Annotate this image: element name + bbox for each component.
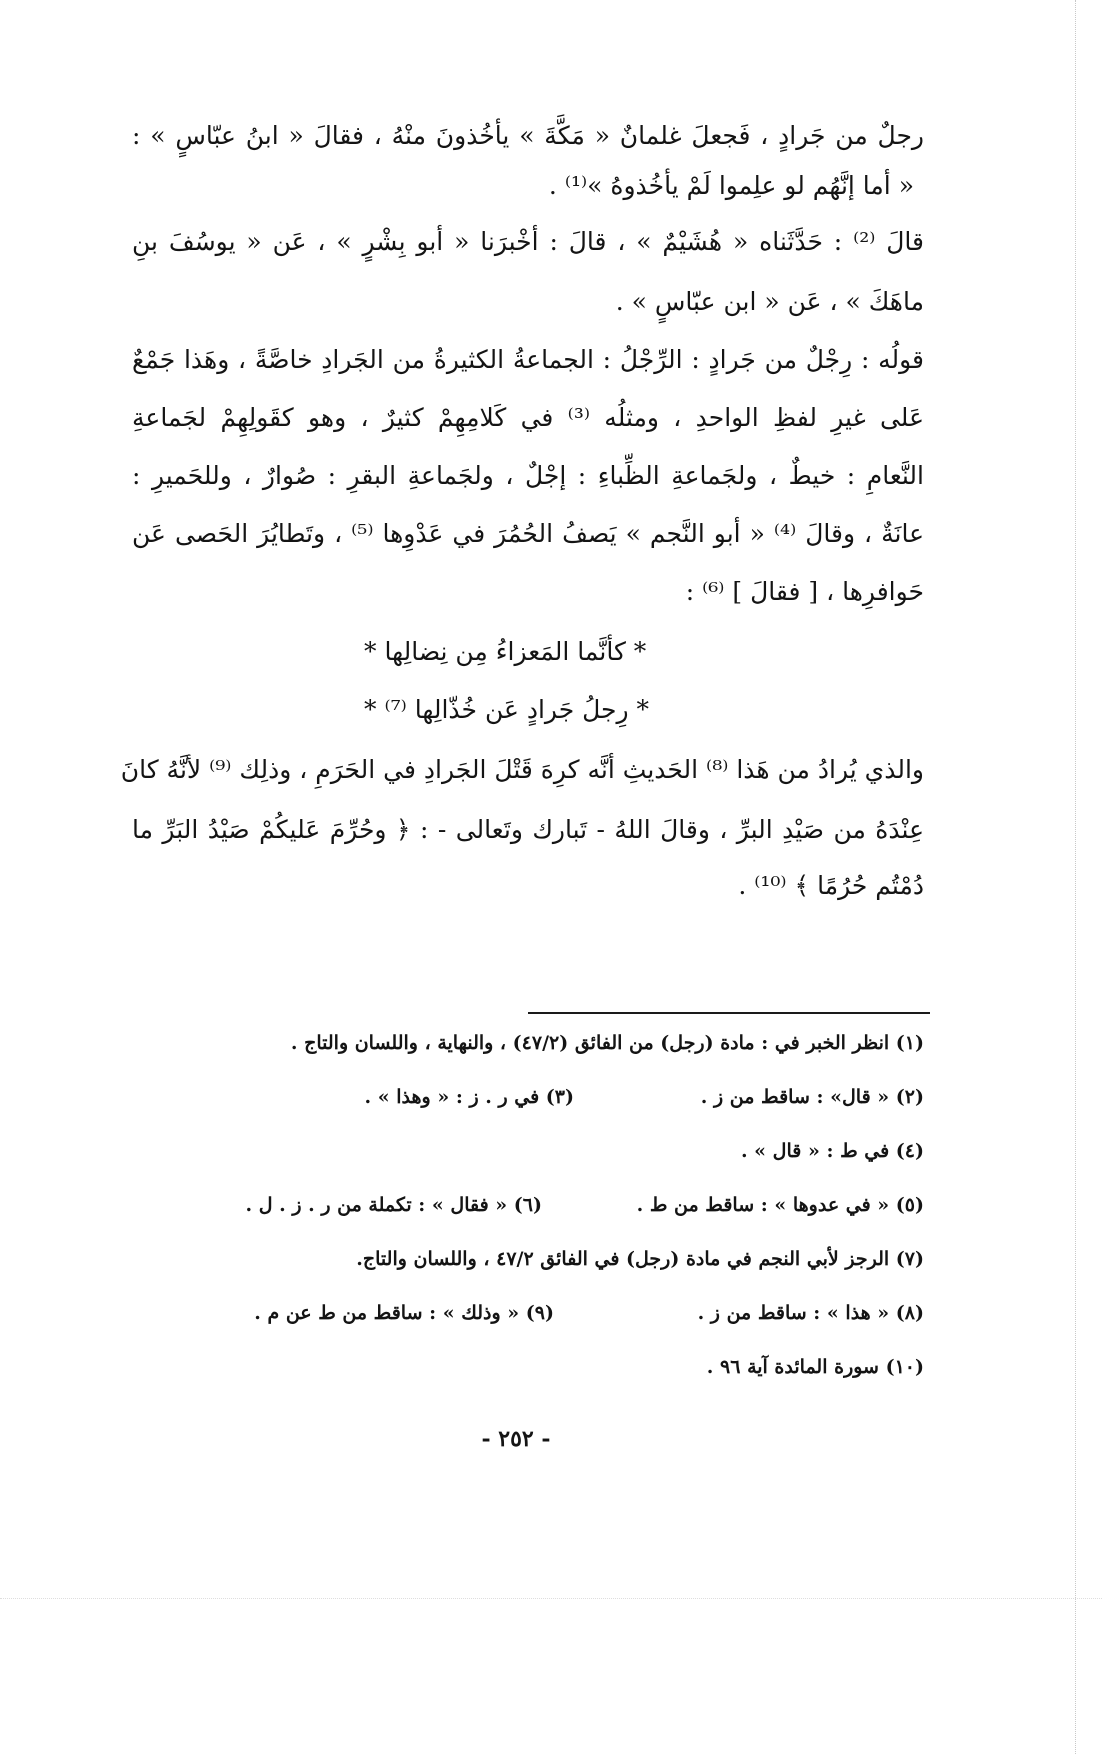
footnote-8: (٨) « هذا » : ساقط من ز . — [697, 1302, 924, 1324]
text-line-3: قالَ ⁽²⁾ : حَدَّثَناه « هُشَيْمٌ » ، قالَ : أخْبرَنا « أبو بِشْرٍ » ، عَن « يوسُفَ بنِ — [132, 227, 924, 256]
footnote-4: (٤) في ط : « قال » . — [740, 1140, 924, 1162]
text-line-4: ماهَكَ » ، عَن « ابن عبّاسٍ » . — [615, 287, 924, 316]
text-line-8: عانَةٌ ، وقالَ ⁽⁴⁾ « أبو النَّجم » يَصفُ الحُمُرَ في عَدْوِها ⁽⁵⁾ ، وتَطايُرَ الحَصى عَن — [132, 519, 924, 548]
footnote-9: (٩) « وذلك » : ساقط من ط عن م . — [254, 1302, 554, 1324]
text-line-9: حَوافرِها ، [ فقالَ ] ⁽⁶⁾ : — [685, 577, 924, 606]
scan-edge-line — [1075, 0, 1076, 1754]
text-line-10: والذي يُرادُ من هَذا ⁽⁸⁾ الحَديثِ أنَّه كرِهَ قَتْلَ الجَرادِ في الحَرَمِ ، وذلِك ⁽⁹⁾ لأنَّهُ كانَ — [120, 755, 924, 784]
text-line-6: عَلى غيرِ لفظِ الواحدِ ، ومثلُه ⁽³⁾ في كَلامِهِمْ كثيرٌ ، وهو كقَولِهِمْ لجَماعةِ — [132, 403, 925, 432]
footnote-1: (١) انظر الخبر في : مادة (رجل) من الفائق (٤٧/٢) ، والنهاية ، واللسان والتاج . — [290, 1032, 924, 1054]
footnote-5: (٥) « في عدوها » : ساقط من ط . — [636, 1194, 924, 1216]
footnote-separator — [528, 1012, 930, 1014]
verse-line-1: * كأنَّما المَعزاءُ مِن نِضالِها * — [364, 637, 647, 666]
text-line-7: النَّعامِ : خيطٌ ، ولجَماعةِ الظِّباءِ : إجْلٌ ، ولجَماعةِ البقرِ : صُوارٌ ، وللحَميرِ : — [132, 461, 924, 490]
footnote-2: (٢) « قال» : ساقط من ز . — [700, 1086, 924, 1108]
footnote-10: (١٠) سورة المائدة آية ٩٦ . — [706, 1356, 924, 1378]
page-number: - ٢٥٢ - — [481, 1426, 551, 1452]
text-line-5: قولُه : رِجْلٌ من جَرادٍ : الرِّجْلُ : الجماعةُ الكثيرةُ من الجَرادِ خاصَّةً ، وهَذا جَمْعٌ — [132, 345, 924, 374]
footnote-7: (٧) الرجز لأبي النجم في مادة (رجل) في الفائق ٤٧/٢ ، واللسان والتاج. — [356, 1248, 924, 1270]
scan-speckle-band — [0, 1598, 1102, 1629]
verse-line-2: * رِجلُ جَرادٍ عَن خُذّالِها ⁽⁷⁾ * — [364, 695, 650, 724]
text-line-11: عِنْدَهُ من صَيْدِ البرِّ ، وقالَ اللهُ - تَبارك وتَعالى - : ﴿ وحُرِّمَ عَليكُمْ صَيْدُ البَرِّ ما — [132, 815, 924, 844]
text-line-2: « أما إنَّهُم لو علِموا لَمْ يأخُذوهُ »⁽¹⁾ . — [548, 171, 914, 200]
text-line-12: دُمْتُم حُرُمًا ﴾ ⁽¹⁰⁾ . — [738, 871, 924, 900]
text-line-1: رجلٌ من جَرادٍ ، فَجعلَ غلمانٌ « مَكَّةَ » يأخُذونَ منْهُ ، فقالَ « ابنُ عبّاسٍ » : — [132, 121, 924, 150]
footnote-3: (٣) في ر . ز : « وهذا » . — [364, 1086, 574, 1108]
footnote-6: (٦) « فقال » : تكملة من ر . ز . ل . — [245, 1194, 542, 1216]
